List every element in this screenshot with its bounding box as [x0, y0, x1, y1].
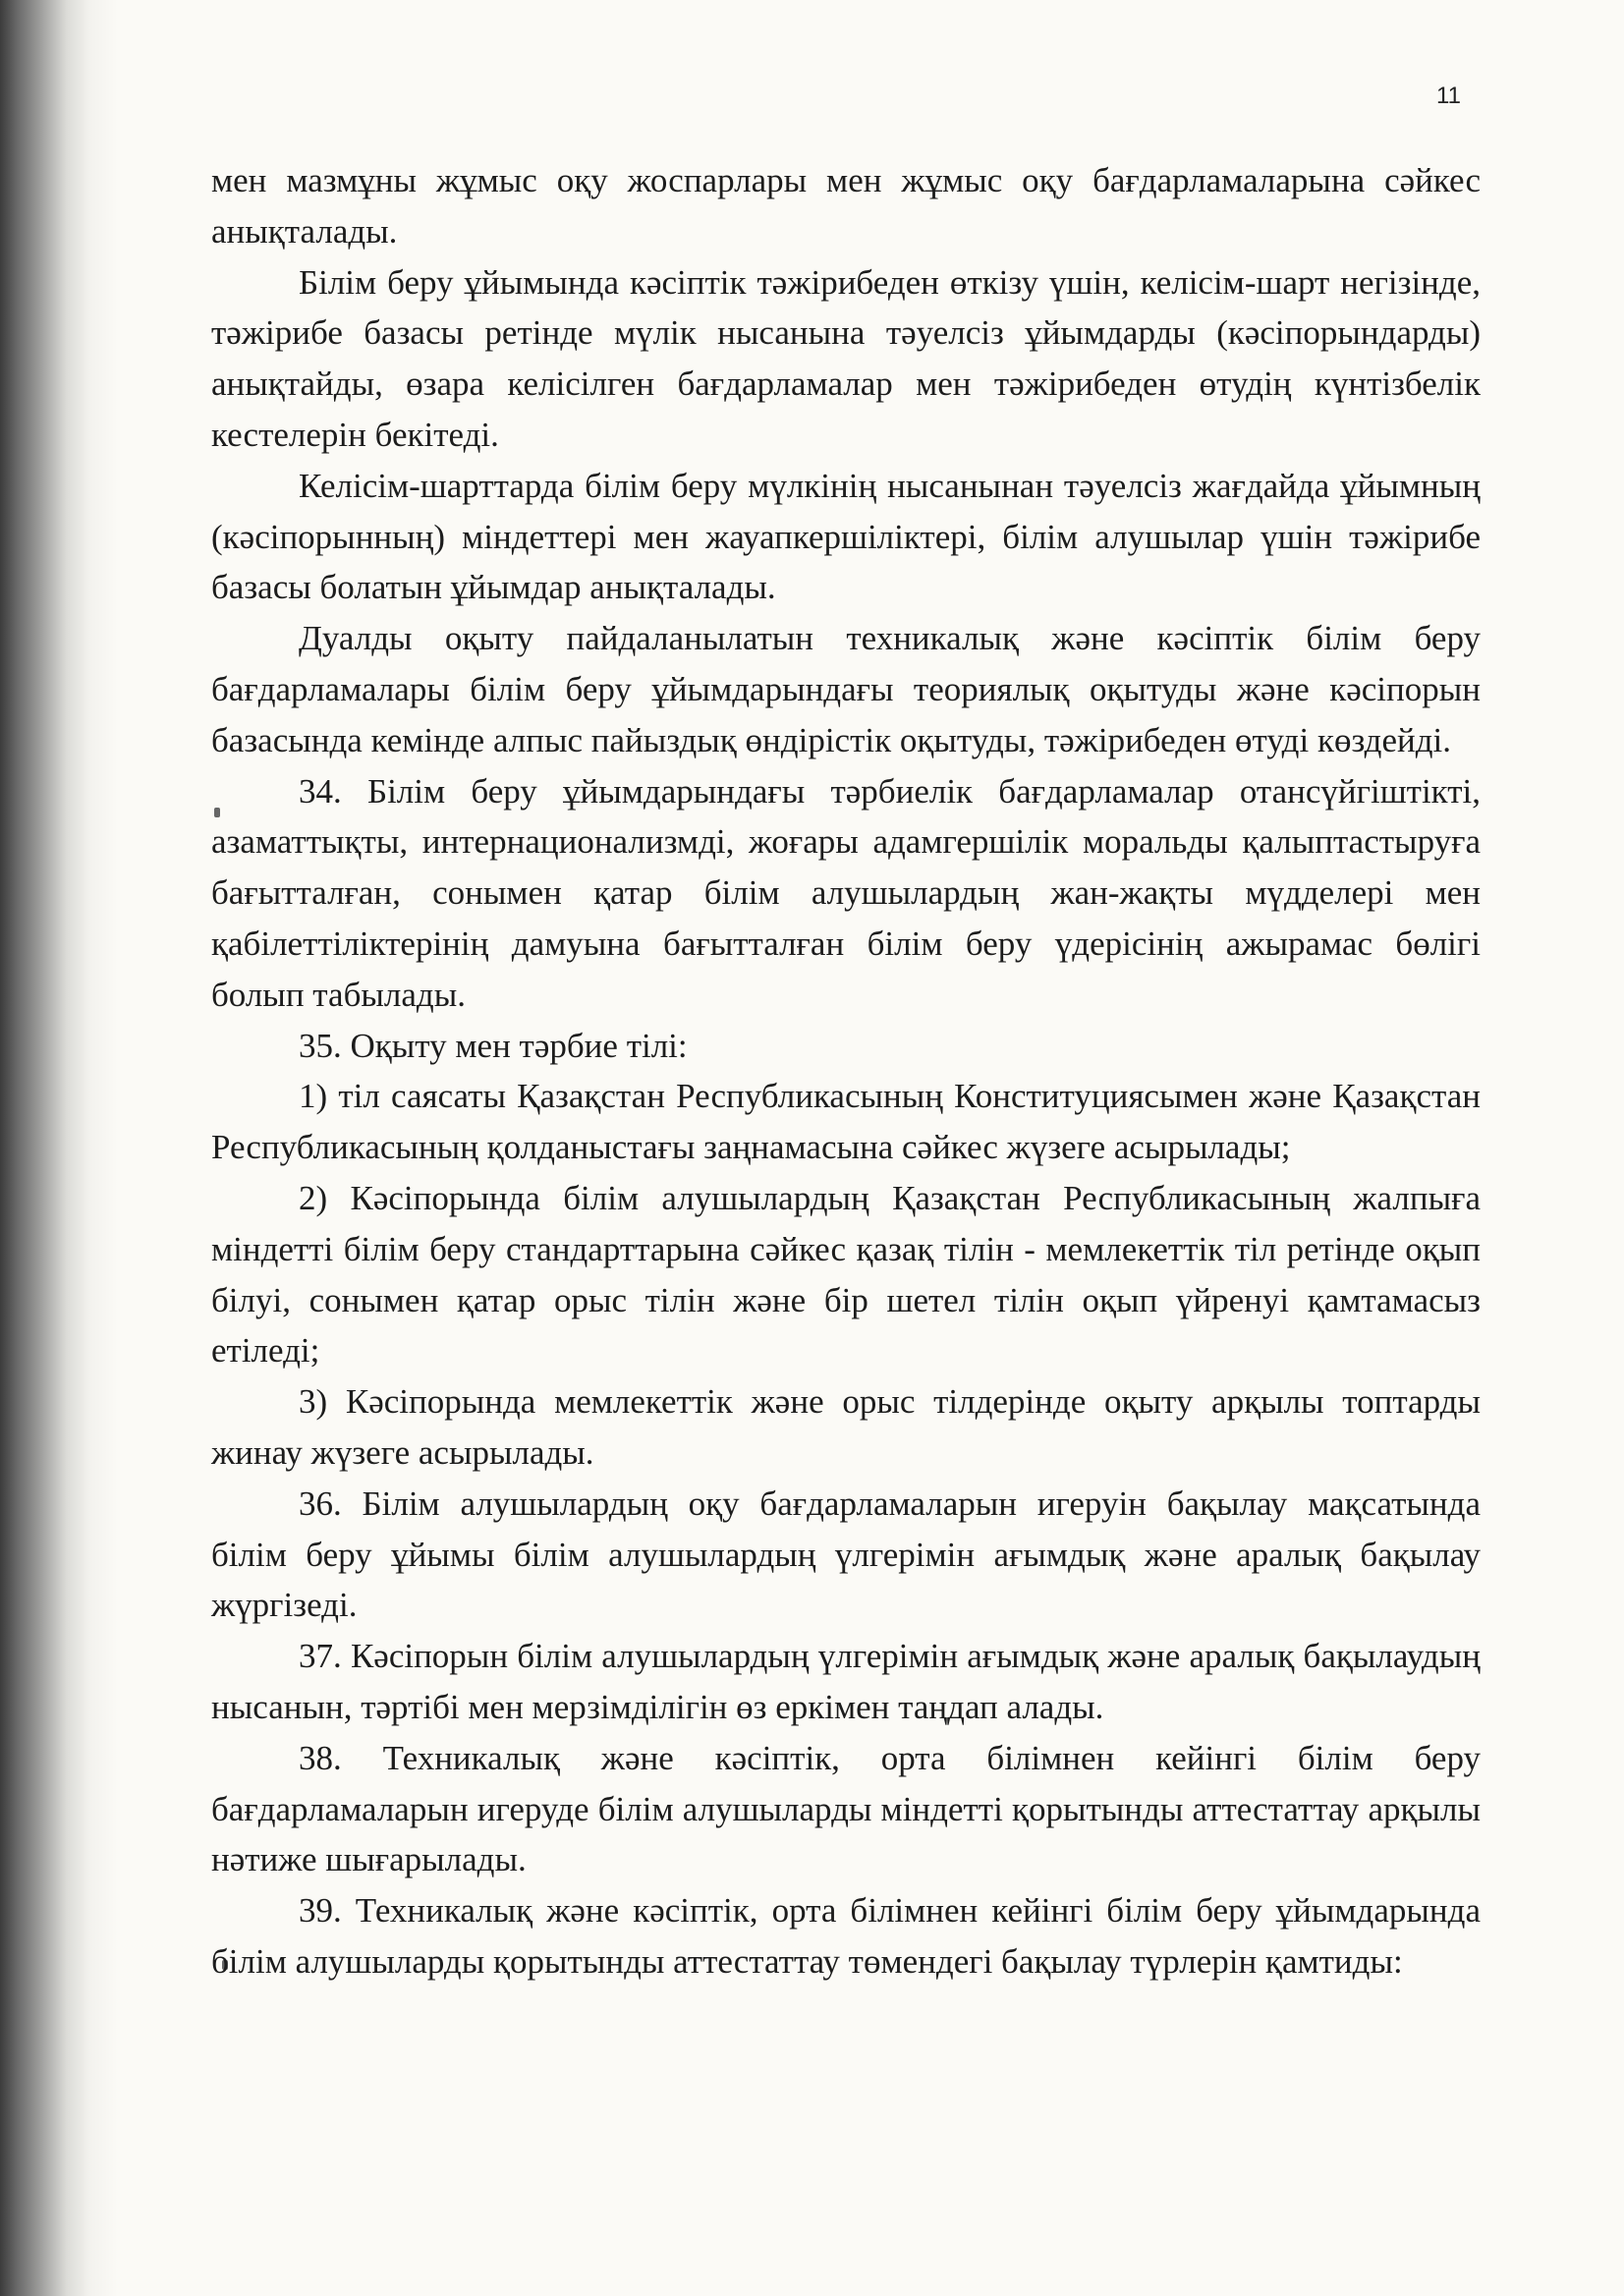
paragraph-item-35-1: 1) тіл саясаты Қазақстан Республикасының Конституциясымен және Қазақстан Республикасының қолданыстағы заңнамасына сәйкес жүзеге асырылады; [211, 1077, 1481, 1167]
paragraph-item-38: 38. Техникалық және кәсіптік, орта білімнен кейінгі білім беру бағдарламаларын игеруде білім алушыларды міндетті қорытынды аттестаттау арқылы нәтиже шығарылады. [211, 1738, 1481, 1879]
paragraph-item-39: 39. Техникалық және кәсіптік, орта білімнен кейінгі білім беру ұйымдарында білім алушыларды қорытынды аттестаттау төмендегі бақылау түрлерін қамтиды: [211, 1891, 1481, 1981]
page-number: 11 [1436, 83, 1461, 109]
paragraph-continuation: мен мазмұны жұмыс оқу жоспарлары мен жұмыс оқу бағдарламаларына сәйкес анықталады. [211, 161, 1481, 251]
paragraph-practice-base: Білім беру ұйымында кәсіптік тәжірибеден өткізу үшін, келісім-шарт негізінде, тәжірибе базасы ретінде мүлік нысанына тәуелсіз ұйымдарды (кәсіпорындарды) анықтайды, өзара келісілген бағдарламалар мен тәжірибеден өтудің күнтізбелік кестелерін бекітеді. [211, 262, 1481, 454]
paragraph-item-35-3: 3) Кәсіпорында мемлекеттік және орыс тілдерінде оқыту арқылы топтарды жинау жүзеге асырылады. [211, 1382, 1481, 1472]
paragraph-item-36: 36. Білім алушылардың оқу бағдарламаларын игеруін бақылау мақсатында білім беру ұйымы білім алушылардың үлгерімін ағымдық және аралық бақылау жүргізеді. [211, 1484, 1481, 1625]
paragraph-item-37: 37. Кәсіпорын білім алушылардың үлгерімін ағымдық және аралық бақылаудың нысанын, тәртібі мен мерзімділігін өз еркімен таңдап алады. [211, 1637, 1481, 1726]
paragraph-item-34: 34. Білім беру ұйымдарындағы тәрбиелік бағдарламалар отансүйгіштікті, азаматтықты, интернационализмді, жоғары адамгершілік моральды қалыптастыруға бағытталған, сонымен қатар білім алушылардың жан-жақты мүдделері мен қабілеттіліктерінің дамуына бағытталған білім беру үдерісінің ажырамас бөлігі болып табылады. [211, 771, 1481, 1014]
paragraph-contracts: Келісім-шарттарда білім беру мүлкінің нысанынан тәуелсіз жағдайда ұйымның (кәсіпорынның) міндеттері мен жауапкершіліктері, білім алушылар үшін тәжірибе базасы болатын ұйымдар анықталады. [211, 466, 1481, 607]
paragraph-dual-training: Дуалды оқыту пайдаланылатын техникалық және кәсіптік білім беру бағдарламалары білім беру ұйымдарындағы теориялық оқытуды және кәсіпорын базасында кемінде алпыс пайыздық өндірістік оқытуды, тәжірибеден өтуді көздейді. [211, 619, 1481, 759]
paragraph-item-35: 35. Оқыту мен тәрбие тілі: [299, 1026, 688, 1065]
paragraph-item-35-2: 2) Кәсіпорында білім алушылардың Қазақстан Республикасының жалпыға міндетті білім беру стандарттарына сәйкес қазақ тілін - мемлекеттік тіл ретінде оқып білуі, сонымен қатар орыс тілін және бір шетел тілін оқып үйренуі қамтамасыз етіледі; [211, 1178, 1481, 1371]
document-body [211, 155, 1481, 1988]
